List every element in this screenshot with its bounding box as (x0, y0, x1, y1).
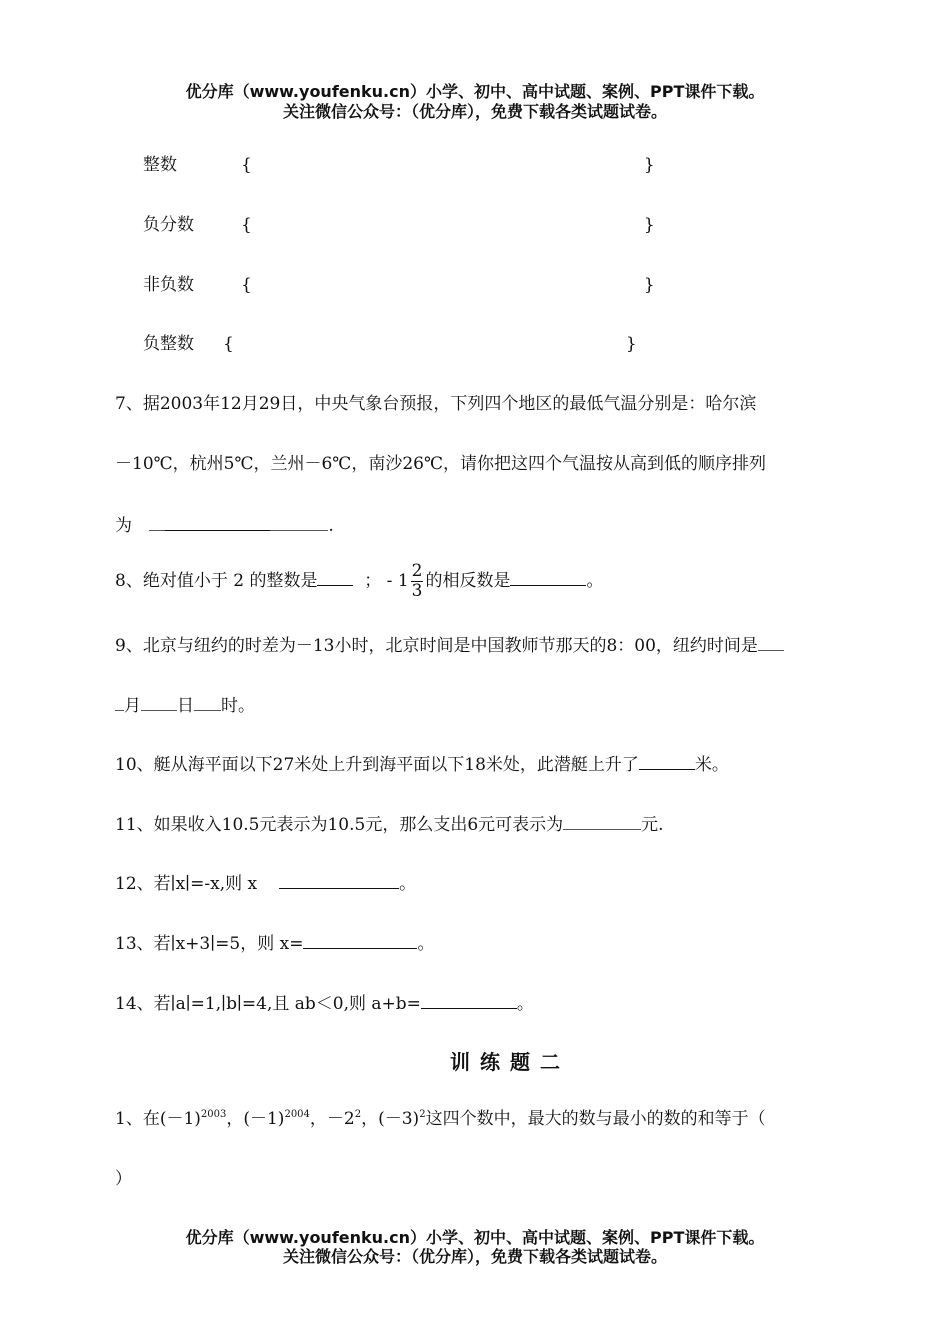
q7-line-1: 7、据2003年12月29日，中央气象台预报，下列四个地区的最低气温分别是：哈尔滨 (115, 394, 757, 414)
s2-q1-line-1 (115, 1107, 766, 1131)
close-brace: } (643, 215, 655, 235)
q9-month: 月 (124, 696, 141, 716)
mixed-whole: 1 (397, 571, 409, 591)
exponent: 2003 (200, 1109, 227, 1120)
q11-prefix: 11、如果收入10.5元表示为10.5元，那么支出6元可表示为 (115, 815, 564, 835)
answer-blank (510, 567, 586, 586)
open-brace: { (241, 155, 252, 175)
close-brace: } (643, 155, 655, 175)
q7-line-2: －10℃，杭州5℃，兰州－6℃，南沙26℃，请你把这四个气温按从高到低的顺序排列 (115, 454, 766, 474)
header-line-2: 关注微信公众号：（优分库），免费下载各类试题试卷。 (282, 102, 667, 121)
q11-line (115, 811, 664, 837)
s2q1-part: ，－2 (309, 1109, 355, 1129)
q9-day: 日 (177, 696, 194, 716)
open-brace: { (241, 275, 252, 295)
set-label: 非负数 (143, 275, 194, 295)
exponent: 2 (354, 1109, 362, 1120)
set-label: 负分数 (143, 215, 194, 235)
q12-prefix: 12、若∣x∣=-x,则 x (115, 874, 258, 894)
answer-blank (149, 512, 165, 531)
fraction-numerator: 2 (411, 561, 423, 581)
s2q1-part: ，(－3) (361, 1109, 420, 1129)
q12-line (115, 870, 416, 896)
q7-prefix: 为 (115, 516, 138, 536)
q9-line-2 (115, 692, 255, 718)
answer-blank (303, 930, 417, 949)
set-integers (143, 153, 655, 177)
q8-suffix: 。 (586, 571, 604, 591)
q14-line (115, 990, 534, 1016)
q14-prefix: 14、若∣a∣=1,∣b∣=4,且 ab＜0,则 a+b= (115, 994, 421, 1014)
answer-blank (141, 692, 177, 711)
answer-blank (421, 990, 517, 1009)
q10-prefix: 10、艇从海平面以下27米处上升到海平面以下18米处，此潜艇上升了 (115, 755, 639, 775)
set-non-negative (143, 273, 655, 297)
q11-suffix: 元. (641, 815, 664, 835)
set-label: 负整数 (143, 334, 194, 354)
set-negative-integers (143, 332, 637, 356)
s2q1-part: 1、在(－1) (115, 1109, 201, 1129)
q7-line-3 (115, 512, 334, 538)
s2q1-part: 这四个数中，最大的数与最小的数的和等于（ (425, 1109, 766, 1129)
answer-blank (758, 632, 784, 651)
answer-blank (279, 870, 399, 889)
q13-suffix: 。 (417, 934, 435, 954)
section-title: 训练题二 (450, 1050, 570, 1074)
s2-q1-line-2: ） (115, 1169, 132, 1189)
answer-blank (270, 512, 328, 531)
footer-line-1: 优分库（www.youfenku.cn）小学、初中、高中试题、案例、PPT课件下载。 (185, 1228, 765, 1247)
q7-suffix: . (328, 516, 334, 536)
answer-blank (317, 567, 353, 586)
s2q1-part: ，(－1) (226, 1109, 285, 1129)
open-brace: { (241, 215, 252, 235)
answer-blank (563, 811, 641, 830)
answer-blank (639, 751, 695, 770)
q9-line-1 (115, 632, 784, 658)
set-negative-fractions (143, 213, 655, 237)
minus-sign: - (386, 571, 393, 591)
q10-suffix: 米。 (694, 755, 729, 775)
answer-blank (115, 692, 124, 711)
answer-blank (194, 692, 221, 711)
q13-prefix: 13、若∣x+3∣=5，则 x= (115, 934, 304, 954)
exponent: 2004 (284, 1109, 310, 1120)
fraction (411, 562, 424, 601)
q10-line (115, 751, 729, 777)
close-brace: } (625, 334, 637, 354)
fraction-denominator: 3 (411, 581, 423, 601)
q14-suffix: 。 (516, 994, 534, 1014)
open-brace: { (223, 334, 234, 354)
answer-blank (165, 512, 270, 531)
footer-line-2: 关注微信公众号：（优分库），免费下载各类试题试卷。 (282, 1247, 667, 1266)
q8-line (115, 562, 603, 601)
q8-prefix: 8、绝对值小于 2 的整数是 (115, 571, 318, 591)
close-brace: } (643, 275, 655, 295)
q9-hour: 时。 (221, 696, 255, 716)
q9-text: 9、北京与纽约的时差为－13小时，北京时间是中国教师节那天的8：00，纽约时间是 (115, 636, 758, 656)
q12-suffix: 。 (399, 874, 417, 894)
header-line-1: 优分库（www.youfenku.cn）小学、初中、高中试题、案例、PPT课件下载。 (185, 82, 765, 101)
q8-mid: 的相反数是 (425, 571, 511, 591)
q8-separator: ； (364, 571, 382, 591)
q13-line (115, 930, 434, 956)
exponent: 2 (419, 1109, 426, 1120)
set-label: 整数 (143, 155, 177, 175)
